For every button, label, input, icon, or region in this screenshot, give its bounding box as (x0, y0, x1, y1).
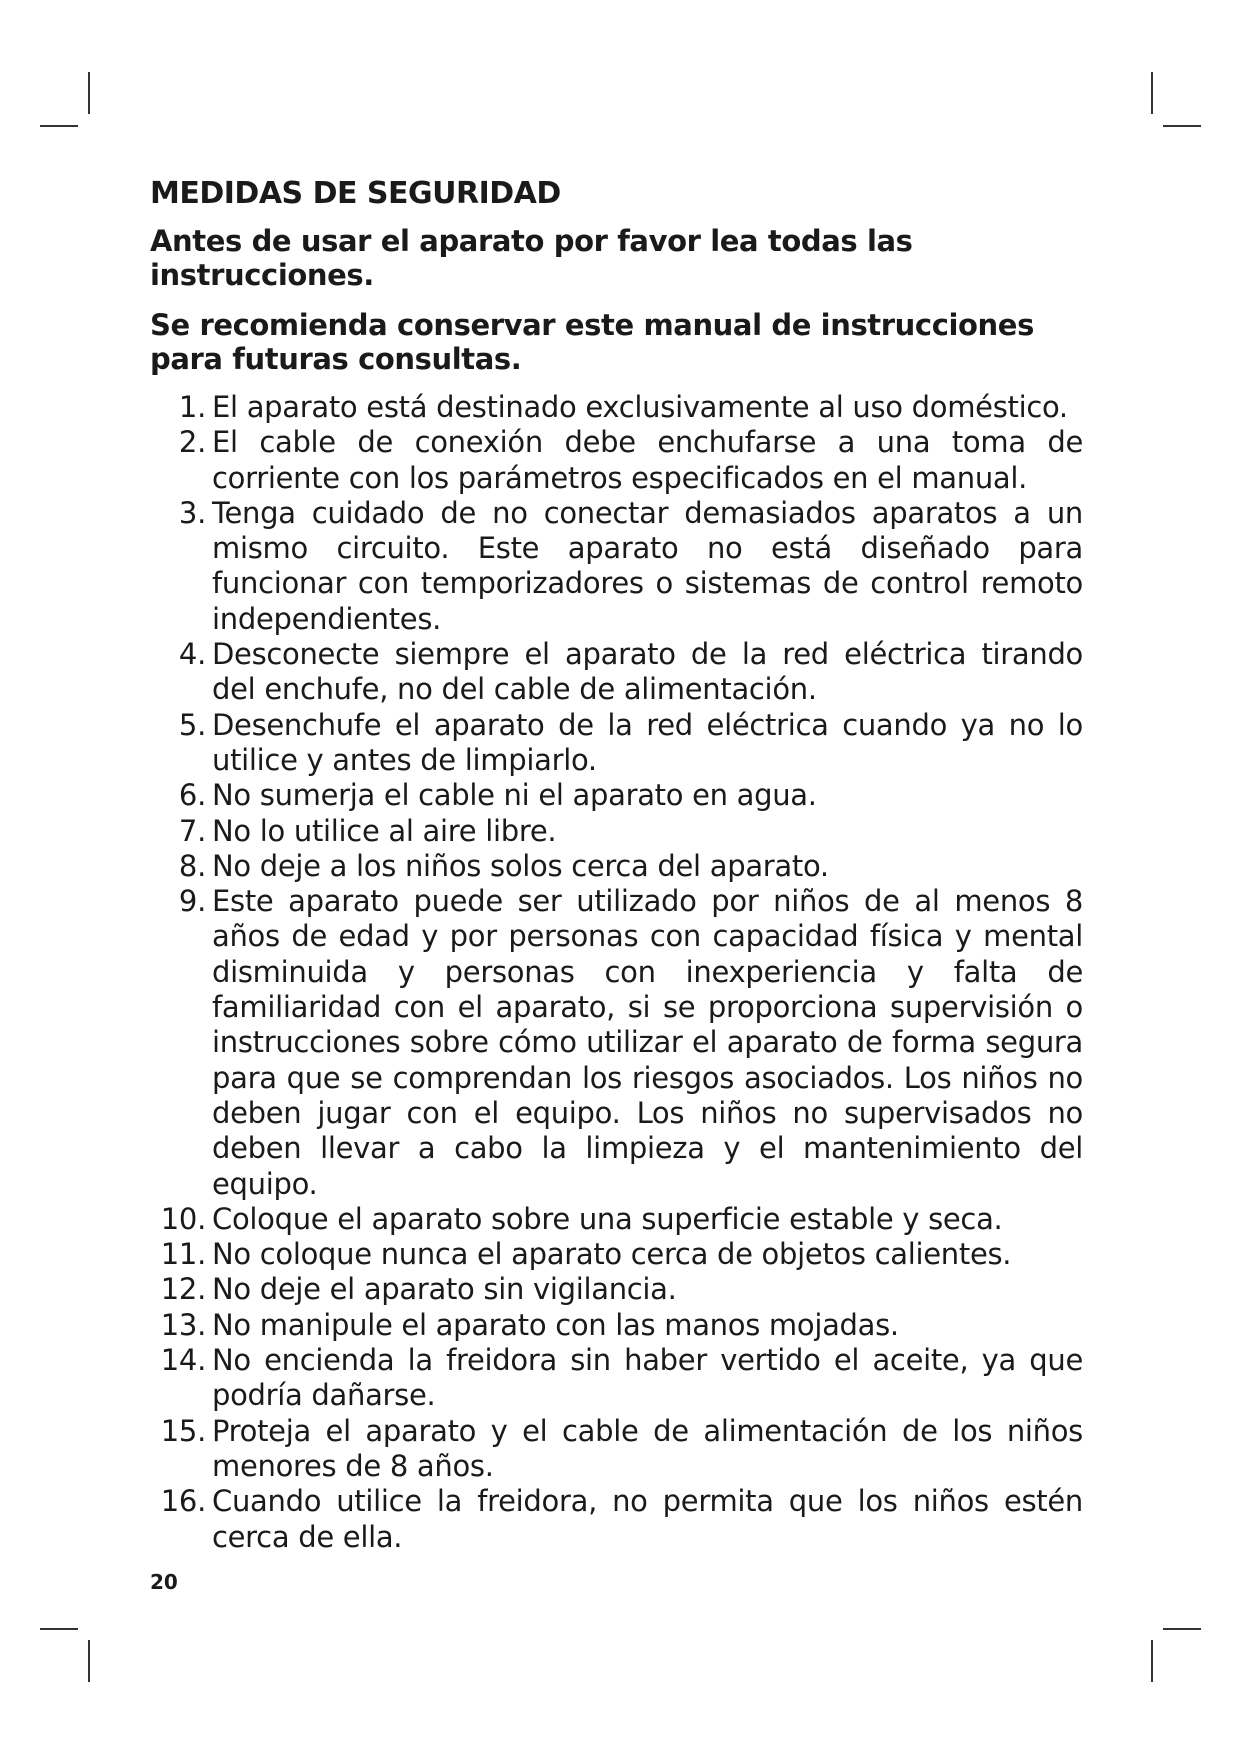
list-item (150, 708, 1095, 779)
list-item (150, 884, 1095, 1202)
list-item (150, 814, 1095, 849)
crop-mark-bottom-left-horizontal (40, 1628, 78, 1630)
list-item (150, 1414, 1095, 1485)
list-item (150, 496, 1095, 637)
item-number: 3. (178, 495, 206, 530)
item-text: Tenga cuidado de no conectar demasiados aparatos a un mismo circuito. Este aparato no está diseñado para funcionar con temporizadores o sistemas de control remoto independientes. (212, 495, 1083, 636)
list-item (150, 1308, 1095, 1343)
crop-mark-bottom-right-vertical (1151, 1640, 1153, 1682)
list-item (150, 390, 1095, 425)
item-text: No lo utilice al aire libre. (212, 813, 557, 848)
crop-mark-bottom-right-horizontal (1163, 1628, 1201, 1630)
item-text: El aparato está destinado exclusivamente al uso doméstico. (212, 390, 1068, 424)
list-item (150, 849, 1095, 884)
item-number: 16. (160, 1484, 206, 1519)
list-item (150, 778, 1095, 813)
intro-keep-manual: Se recomienda conservar este manual de instrucciones para futuras consultas. (150, 308, 1034, 376)
item-text: El cable de conexión debe enchufarse a una toma de corriente con los parámetros especificados en el manual. (212, 425, 1083, 495)
item-text: No sumerja el cable ni el aparato en agua. (212, 778, 817, 813)
item-number: 2. (178, 425, 206, 460)
crop-mark-top-left-vertical (88, 72, 90, 114)
item-number: 15. (160, 1413, 206, 1448)
item-text: Cuando utilice la freidora, no permita que los niños estén cerca de ella. (212, 1484, 1083, 1554)
item-text: Coloque el aparato sobre una superficie estable y seca. (212, 1201, 1003, 1236)
list-item (150, 1202, 1095, 1237)
item-number: 10. (160, 1201, 206, 1236)
list-item (150, 1343, 1095, 1414)
list-item (150, 1272, 1095, 1307)
item-number: 12. (160, 1272, 206, 1307)
item-number: 6. (178, 778, 206, 813)
item-number: 4. (178, 637, 206, 672)
list-item (150, 425, 1095, 496)
safety-list (150, 390, 1095, 1555)
item-number: 14. (160, 1343, 206, 1378)
item-text: No encienda la freidora sin haber vertido el aceite, ya que podría dañarse. (212, 1343, 1083, 1413)
list-item (150, 637, 1095, 708)
item-number: 7. (178, 813, 206, 848)
item-text: No deje a los niños solos cerca del aparato. (212, 848, 829, 883)
item-text: Este aparato puede ser utilizado por niños de al menos 8 años de edad y por personas con capacidad física y mental disminuida y personas con inexperiencia y falta de familiaridad con el aparato, si se proporciona supervisión o instrucciones sobre cómo utilizar el aparato de forma segura para que se comprendan los riesgos asociados. Los niños no deben jugar con el equipo. Los niños no supervisados no deben llevar a cabo la limpieza y el mantenimiento del equipo. (212, 884, 1083, 1201)
section-title: MEDIDAS DE SEGURIDAD (150, 176, 561, 211)
crop-mark-top-right-vertical (1151, 72, 1153, 114)
crop-mark-bottom-left-vertical (88, 1640, 90, 1682)
list-item (150, 1484, 1095, 1555)
item-number: 9. (178, 884, 206, 919)
item-text: Desconecte siempre el aparato de la red eléctrica tirando del enchufe, no del cable de alimentación. (212, 637, 1083, 707)
item-text: Desenchufe el aparato de la red eléctrica cuando ya no lo utilice y antes de limpiarlo. (212, 707, 1083, 777)
item-text: Proteja el aparato y el cable de alimentación de los niños menores de 8 años. (212, 1413, 1083, 1483)
item-number: 8. (178, 848, 206, 883)
item-number: 1. (178, 390, 206, 424)
safety-section (150, 176, 1095, 1555)
list-item (150, 1237, 1095, 1272)
item-number: 13. (160, 1307, 206, 1342)
item-number: 5. (178, 707, 206, 742)
item-text: No deje el aparato sin vigilancia. (212, 1272, 677, 1307)
item-number: 11. (160, 1237, 206, 1272)
item-text: No coloque nunca el aparato cerca de objetos calientes. (212, 1237, 1012, 1272)
item-text: No manipule el aparato con las manos mojadas. (212, 1307, 899, 1342)
crop-mark-top-right-horizontal (1163, 125, 1201, 127)
page-number: 20 (150, 1570, 178, 1594)
intro-read-instructions: Antes de usar el aparato por favor lea todas las instrucciones. (150, 224, 913, 292)
crop-mark-top-left-horizontal (40, 125, 78, 127)
